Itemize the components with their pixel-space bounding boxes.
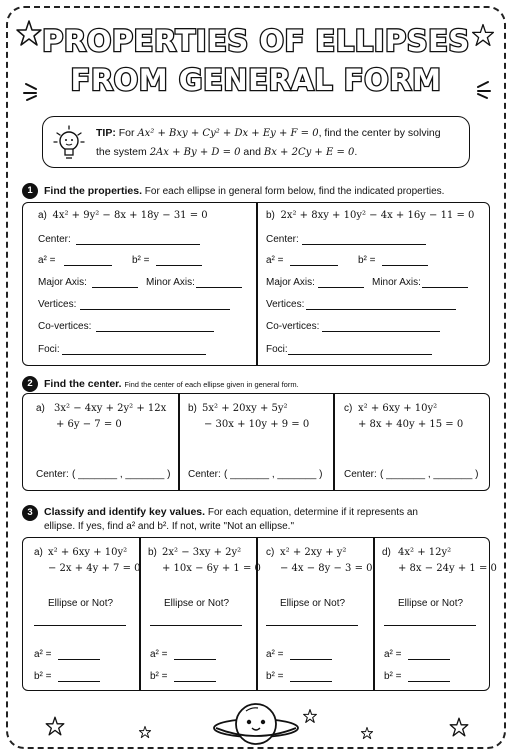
section-instruction: For each equation, determine if it represents an <box>207 507 418 518</box>
problem-equation: 4x² + 12y² <box>398 547 452 558</box>
answer-line[interactable] <box>150 625 242 626</box>
a2-label: a² = <box>150 649 168 660</box>
tip-text-part: For <box>118 127 138 139</box>
answer-line[interactable] <box>58 681 100 682</box>
problem-equation: 2x² − 3xy + 2y² <box>162 547 242 558</box>
problem-equation: + 8x + 40y + 15 = 0 <box>358 419 464 430</box>
field-label: Vertices: <box>266 299 305 310</box>
section-3-instruction-line-2: ellipse. If yes, find a² and b². If not, write "Not an ellipse." <box>44 521 294 532</box>
problem-1a <box>38 209 208 222</box>
star-icon <box>44 715 66 737</box>
section-instruction: Find the center of each ellipse given in general form. <box>124 380 299 389</box>
answer-line[interactable] <box>384 625 476 626</box>
a2-label: a² = <box>384 649 402 660</box>
section-title: Find the center. <box>44 378 122 390</box>
section-instruction: For each ellipse in general form below, find the indicated properties. <box>144 186 445 197</box>
star-icon <box>360 726 374 740</box>
answer-line[interactable] <box>174 659 216 660</box>
star-icon <box>138 725 152 739</box>
problem-label: d) <box>382 547 391 558</box>
answer-line[interactable] <box>322 331 440 332</box>
section-number-badge: 3 <box>22 505 38 521</box>
problem-equation: + 8x − 24y + 1 = 0 <box>398 563 497 574</box>
answer-line[interactable] <box>288 354 432 355</box>
star-icon <box>14 18 44 48</box>
section-number-badge: 2 <box>22 376 38 392</box>
problem-equation: x² + 6xy + 10y² <box>48 547 128 558</box>
field-label: Co-vertices: <box>266 321 320 332</box>
field-label: Vertices: <box>38 299 77 310</box>
tip-text-part: , find the center by solving <box>318 127 441 139</box>
answer-line[interactable] <box>290 681 332 682</box>
divider <box>333 394 335 490</box>
tip-text-part: and <box>240 146 264 158</box>
answer-line[interactable] <box>266 625 358 626</box>
problem-equation: − 30x + 10y + 9 = 0 <box>204 419 310 430</box>
answer-line[interactable] <box>382 265 428 266</box>
answer-line[interactable] <box>306 309 456 310</box>
field-label: Minor Axis: <box>146 277 195 288</box>
field-label: Foci: <box>266 344 288 355</box>
problem-equation: 3x² − 4xy + 2y² + 12x <box>54 403 167 414</box>
field-label: Co-vertices: <box>38 321 92 332</box>
ellipse-question: Ellipse or Not? <box>398 598 464 609</box>
ellipse-question: Ellipse or Not? <box>48 598 114 609</box>
answer-line[interactable] <box>422 287 468 288</box>
a2-label: a² = <box>266 649 284 660</box>
answer-line[interactable] <box>318 287 364 288</box>
field-label: b² = <box>358 255 376 266</box>
answer-line[interactable] <box>58 659 100 660</box>
problem-equation: x² + 6xy + 10y² <box>358 403 438 414</box>
answer-line[interactable] <box>302 244 426 245</box>
section-2-heading <box>44 377 299 392</box>
divider <box>256 203 258 365</box>
section-title: Find the properties. <box>44 185 143 197</box>
section-title: Classify and identify key values. <box>44 506 206 518</box>
divider <box>373 538 375 690</box>
star-icon <box>302 708 318 724</box>
answer-line[interactable] <box>96 331 214 332</box>
problem-label: b) <box>148 547 157 558</box>
answer-line[interactable] <box>174 681 216 682</box>
center-label: Center: <box>36 469 69 480</box>
planet-icon <box>210 698 302 750</box>
tip-equation: Bx + 2Cy + E = 0 <box>263 147 355 158</box>
answer-line[interactable] <box>92 287 138 288</box>
b2-label: b² = <box>384 671 402 682</box>
star-icon <box>448 716 470 738</box>
center-blank[interactable]: ( _______ , _______ ) <box>224 469 323 480</box>
tip-text <box>96 124 464 162</box>
sparkle-lines-icon <box>462 78 492 100</box>
problem-equation: 4x² + 9y² − 8x + 18y − 31 = 0 <box>52 210 208 221</box>
star-icon <box>470 22 496 48</box>
ellipse-question: Ellipse or Not? <box>164 598 230 609</box>
problem-label: a) <box>34 547 43 558</box>
answer-line[interactable] <box>80 309 230 310</box>
section-3-heading <box>44 505 418 520</box>
section-number-badge: 1 <box>22 183 38 199</box>
problem-equation: − 2x + 4y + 7 = 0 <box>48 563 141 574</box>
answer-line[interactable] <box>290 265 338 266</box>
problem-label: a) <box>36 403 45 414</box>
problem-equation: 5x² + 20xy + 5y² <box>202 403 288 414</box>
problem-equation: − 4x − 8y − 3 = 0 <box>280 563 373 574</box>
divider <box>256 538 258 690</box>
b2-label: b² = <box>150 671 168 682</box>
ellipse-question: Ellipse or Not? <box>280 598 346 609</box>
center-blank[interactable]: ( _______ , _______ ) <box>380 469 479 480</box>
problem-equation: + 10x − 6y + 1 = 0 <box>162 563 261 574</box>
problem-label: c) <box>266 547 275 558</box>
problem-label: c) <box>344 403 353 414</box>
problem-label: b) <box>188 403 197 414</box>
answer-line[interactable] <box>156 265 202 266</box>
answer-line[interactable] <box>196 287 242 288</box>
tip-equation: Ax² + Bxy + Cy² + Dx + Ey + F = 0 <box>137 128 319 139</box>
field-label: Major Axis: <box>266 277 315 288</box>
title-line-1: PROPERTIES OF ELLIPSES <box>42 24 470 58</box>
a2-label: a² = <box>34 649 52 660</box>
section-1-heading <box>44 184 444 199</box>
tip-text-part: . <box>354 146 358 158</box>
divider <box>178 394 180 490</box>
answer-line[interactable] <box>64 265 112 266</box>
tip-label: TIP: <box>96 127 116 139</box>
answer-line[interactable] <box>408 659 450 660</box>
b2-label: b² = <box>34 671 52 682</box>
field-label: Foci: <box>38 344 60 355</box>
answer-line[interactable] <box>290 659 332 660</box>
field-label: b² = <box>132 255 150 266</box>
center-blank[interactable]: ( _______ , _______ ) <box>72 469 171 480</box>
field-label: Center: <box>38 234 71 245</box>
center-label: Center: <box>344 469 377 480</box>
problem-1b <box>266 209 474 222</box>
b2-label: b² = <box>266 671 284 682</box>
answer-line[interactable] <box>34 625 126 626</box>
tip-text-part: the system <box>96 146 150 158</box>
field-label: a² = <box>38 255 56 266</box>
answer-line[interactable] <box>408 681 450 682</box>
answer-line[interactable] <box>62 354 206 355</box>
problem-equation: + 6y − 7 = 0 <box>56 419 122 430</box>
sparkle-lines-icon <box>22 80 52 102</box>
field-label: a² = <box>266 255 284 266</box>
tip-equation: 2Ax + By + D = 0 <box>149 147 241 158</box>
field-label: Center: <box>266 234 299 245</box>
center-label: Center: <box>188 469 221 480</box>
problem-label: b) <box>266 210 275 221</box>
problem-equation: x² + 2xy + y² <box>280 547 347 558</box>
field-label: Major Axis: <box>38 277 87 288</box>
lightbulb-icon <box>52 122 86 166</box>
problem-equation: 2x² + 8xy + 10y² − 4x + 16y − 11 = 0 <box>280 210 475 221</box>
field-label: Minor Axis: <box>372 277 421 288</box>
divider <box>139 538 141 690</box>
problem-label: a) <box>38 210 47 221</box>
answer-line[interactable] <box>76 244 200 245</box>
title-line-2: FROM GENERAL FORM <box>70 63 442 97</box>
